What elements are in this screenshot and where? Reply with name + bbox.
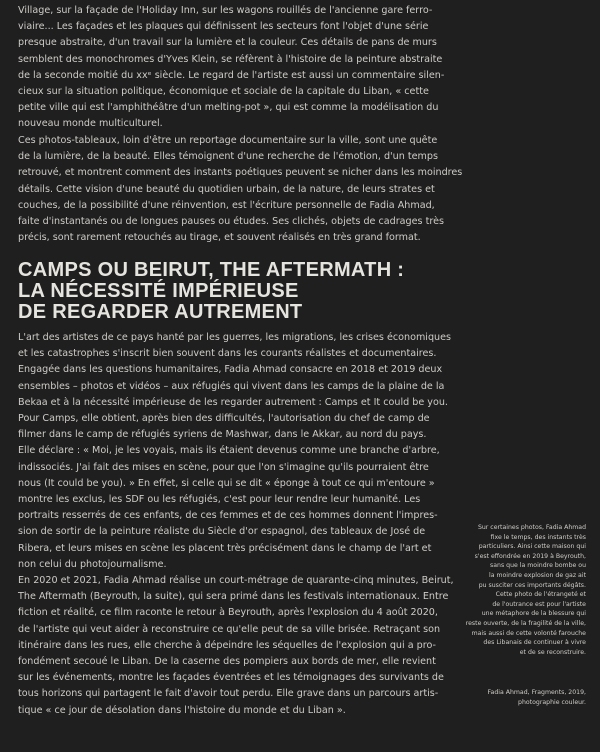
text-line: sion de sortir de la peinture réaliste du Siècle d'or espagnol, des tableaux de José de (18, 526, 426, 538)
text-line: semblent des monochromes d'Yves Klein, se réfèrent à l'histoire de la peinture abstraite (18, 53, 443, 65)
text-line: de la seconde moitié du xxᵉ siècle. Le regard de l'artiste est aussi un commentaire silen- (18, 69, 445, 81)
text-line: Ces photos-tableaux, loin d'être un reportage documentaire sur la ville, sont une quête (18, 135, 438, 146)
text-line: L'art des artistes de ce pays hanté par les guerres, les migrations, les crises économiques (18, 332, 452, 343)
text-line: portraits resserrés de ces enfants, de ces femmes et de ces hommes donnent l'impres- (18, 510, 438, 522)
text-line: The Aftermath (Beyrouth, la suite), qui sera primé dans les festivals internationaux. Entre (18, 591, 449, 603)
text-line: ensembles – photos et vidéos – aux réfugiés qui vivent dans les camps de la plaine de la (18, 380, 445, 392)
text-line: nous (It could be you). » En effet, si celle qui se dit « éponge à tout ce qui m'entoure » (18, 477, 435, 489)
text-line: nouveau monde multiculturel. (18, 118, 163, 130)
text-line: fondément secoué le Liban. De la caserne des pompiers aux bords de mer, elle revient (18, 656, 436, 668)
text-line: Ribera, et leurs mises en scène les placent très précisément dans le champ de l'art et (18, 542, 432, 554)
body-paragraph-1 (18, 3, 445, 133)
text-line: Pour Camps, elle obtient, après bien des difficultés, l'autorisation du chef de camp de (18, 413, 430, 425)
text-line: tique « ce jour de désolation dans l'histoire du monde et du Liban ». (18, 704, 346, 716)
heading-line: DE REGARDER AUTREMENT (18, 301, 303, 323)
text-line: et les catastrophes s'inscrit bien souvent dans les courants réalistes et documentaires. (18, 348, 437, 360)
caption-line: Sur certaines photos, Fadia Ahmad (477, 524, 586, 531)
caption-line: mais aussi de cette volonté farouche (471, 629, 586, 637)
heading-line: LA NÉCESSITÉ IMPÉRIEUSE (18, 280, 299, 302)
text-line: non celui du photojournalisme. (18, 558, 167, 570)
text-line: couches, de la possibilité d'une réinvention, est l'écriture personnelle de Fadia Ahmad, (18, 199, 435, 211)
text-line: détails. Cette vision d'une beauté du quotidien urbain, de la nature, de leurs strates et (18, 183, 435, 195)
text-line: Bekaa et à la nécessité impérieuse de les regarder autrement : Camps et It could be you. (18, 396, 448, 408)
heading-line: CAMPS OU BEIRUT, THE AFTERMATH : (18, 259, 405, 281)
text-line: itinéraire dans les rues, elle cherche à dépeindre les séquelles de l'explosion qui a pro- (18, 639, 436, 651)
caption-line: reste ouverte, de la fragilité de la ville, (465, 619, 586, 627)
photo-caption (444, 523, 586, 657)
caption-line: une métaphore de la blessure qui (481, 610, 586, 618)
text-line: Village, sur la façade de l'Holiday Inn, sur les wagons rouillés de l'ancienne gare ferro- (18, 5, 433, 16)
text-line: faite d'instantanés ou de longues pauses ou études. Ses clichés, objets de cadrages très (18, 216, 444, 228)
body-paragraph-2 (18, 133, 463, 246)
text-line: de l'artiste qui veut aider à reconstruire ce qu'elle peut de sa ville brisée. Retraçant son (18, 623, 441, 635)
text-line: de la lumière, de la beauté. Elles témoignent d'une recherche de l'émotion, d'un temps (18, 151, 438, 163)
section-heading (18, 260, 438, 323)
caption-line: des Libanais de continuer à vivre (483, 639, 586, 647)
text-line: fiction et réalité, ce film raconte le retour à Beyrouth, après l'explosion du 4 août 2020, (18, 607, 438, 619)
text-line: retrouvé, et montrent comment des instants poétiques peuvent se nicher dans les moindres (18, 167, 463, 179)
text-line: filmer dans le camp de réfugiés syriens de Mashwar, dans le Akkar, au nord du pays. (18, 429, 427, 441)
text-line: Elle déclare : « Moi, je les voyais, mais ils étaient devenus comme une branche d'arbre, (18, 445, 440, 457)
caption-line: pu susciter ces importants dégâts. (478, 581, 586, 589)
caption-line: sans que la moindre bombe ou (490, 562, 586, 570)
text-line: En 2020 et 2021, Fadia Ahmad réalise un court-métrage de quarante-cinq minutes, Beirut, (18, 575, 454, 587)
text-line: précis, sont rarement retouchés au tirage, et souvent réalisés en très grand format. (18, 232, 421, 244)
caption-line: et de se reconstruire. (519, 648, 586, 656)
text-line: montre les exclus, les SDF ou les réfugiés, c'est pour leur rendre leur humanité. Les (18, 494, 421, 506)
text-line: sur les événements, montre les façades éventrées et les témoignages des survivants de (18, 672, 444, 684)
text-line: viaire... Les façades et les plaques qui définissent les secteurs font l'objet d'une série (18, 21, 429, 33)
caption-line: particuliers. Ainsi cette maison qui (478, 543, 586, 551)
text-line: presque abstraite, d'un travail sur la lumière et la couleur. Ces détails de pans de murs (18, 37, 437, 49)
credit-line: photographie couleur. (518, 698, 586, 706)
text-line: cieux sur la situation politique, économique et sociale de la capitale du Liban, « cette (18, 86, 429, 98)
credit-line: Fadia Ahmad, Fragments, 2019, (487, 689, 586, 696)
caption-line: s'est effondrée en 2019 à Beyrouth, (474, 552, 586, 560)
text-line: indissociés. J'ai fait des mises en scène, pour que l'on s'imagine qu'ils pourraient être (18, 461, 429, 473)
photo-credit (444, 688, 586, 707)
text-line: Engagée dans les questions humanitaires, Fadia Ahmad consacre en 2018 et 2019 deux (18, 364, 443, 376)
caption-line: fixe le temps, des instants très (490, 533, 586, 541)
body-paragraph-3 (18, 330, 454, 719)
text-line: petite ville qui est l'amphithéâtre d'un melting-pot », qui est comme la modélisation du (18, 102, 439, 114)
text-line: tous horizons qui partagent le fait d'avoir tout perdu. Elle grave dans un parcours artis- (18, 688, 439, 700)
caption-line: de l'outrance est pour l'artiste (492, 600, 586, 608)
caption-line: Cette photo de l'étrangeté et (495, 591, 586, 599)
caption-line: la moindre explosion de gaz ait (488, 571, 586, 579)
